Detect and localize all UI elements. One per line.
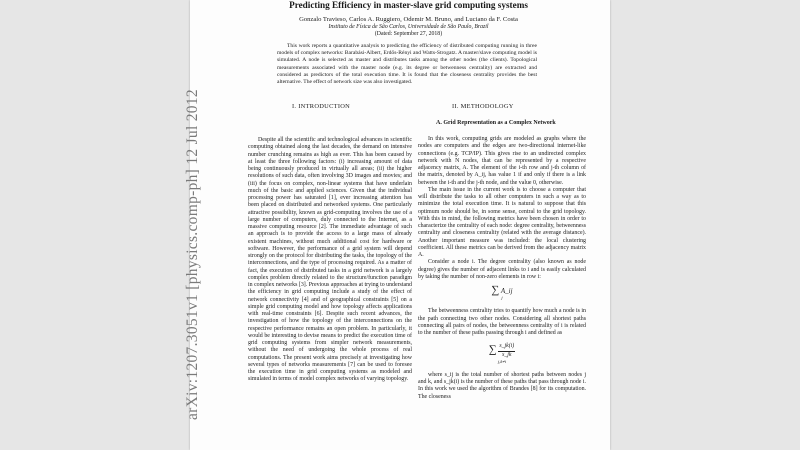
section-heading-methodology: II. METHODOLOGY [452, 103, 514, 110]
degree-equation: ∑ A_ij j [491, 284, 513, 301]
degree-equation-term: A_ij [500, 287, 513, 295]
method-paragraph-3: Consider a node i. The degree centrality (also known as node degree) gives the number of adjacent links to i and is easily calculated by taking the number of non-zero elements in row i: [418, 259, 586, 280]
abstract: This work reports a quantitative analysis to predicting the efficiency of distributed computing running in three models of complex networks: Barabási-Albert, Erdős-Rényi and Watts-Strogatz. A master/slave computing model is simulated. A node is selected as master and distributes tasks among the other nodes (the clients). Topological measurements associated with the master node (e.g. its degree or betwenness centrality) are extracted and considered as predictors of the total execution time. It is found that the closeness centrality provides the best alternative. The effect of network size was also investigated. [277, 43, 537, 86]
betweenness-numerator: s_jk(i) [498, 343, 515, 351]
betweenness-subscript: j,k≠i [497, 358, 507, 364]
paper-title: Predicting Efficiency in master-slave grid computing systems [289, 0, 528, 10]
subsection-heading-grid: A. Grid Representation as a Complex Network [436, 120, 556, 126]
section-heading-introduction: I. INTRODUCTION [292, 103, 351, 110]
method-paragraph-1: In this work, computing grids are modeled as graphs where the nodes are computers and the edges are two-directional internet-like connections (e.g. TCP/IP). This gives rise to an undirected complex network with N nodes, that can be represented by a respective adjacency matrix, A. The element of the i-th row and j-th column of the matrix, denoted by A_ij, has value 1 if and only if there is a link between the i-th and the j-th node, and the value 0, otherwise. [418, 136, 586, 186]
betweenness-denominator: s_jk [502, 351, 512, 358]
left-column [248, 137, 412, 384]
paper-authors: Gonzalo Travieso, Carlos A. Ruggiero, Odemir M. Bruno, and Luciano da F. Costa [299, 16, 518, 23]
method-paragraph-4: The betweenness centrality tries to quantify how much a node is in the path connecting two other nodes. Considering all shortest paths connecting all pairs of nodes, the betweenness centrality of i is related to the number of these paths passing through i and defined as [418, 308, 586, 336]
intro-paragraph: Despite all the scientific and technological advances in scientific computing obtained along the last decades, the demand on intensive number crunching remains as high as ever. This has been caused by at least the three following factors: (i) increasing amount of data being continuously produced in virtually all areas; (ii) the higher resolutions of such data, often involving 3D images and movies; and (iii) the focus on complex, non-linear systems that have underlain much of the basic and applied sciences. Given that the individual processing power has saturated [1], ever increasing attention has been placed on distributed and networked systems. One particularly attractive possibility, known as grid-computing involves the use of a large number of computers, duly connected to the Internet, as a massive computing resource [2]. The immediate advantage of such an approach is to provide the access to a large mass of already existent machines, without much additional cost for hardware or software. However, the performance of a grid system will depend strongly on the protocol for distributing the tasks, the topology of the interconnections, and the type of processing required. As a matter of fact, the execution of distributed tasks in a grid network is a largely complex problem directly related to the structure/function paradigm in complex networks [3]. Previous approaches at trying to understand the efficiency in grid computing include a study of the effect of network connectivity [4] and of geographical constraints [5] on a simple grid computing model and how topology affects applications with real-time constraints [6]. Despite such recent advances, the investigation of how the topology of the interconnections on the respective performance remains an open problem. In particularly, it would be interesting to devise means to predict the execution time of grid computing systems from simpler network measurements, without the need of undergoing the whole process of real computations. The present work aims precisely at investigating how several types of networks measurements [7] can be used to foresee the execution time in grid computing systems as modeled and simulated in terms of model complex networks of varying topology. [248, 137, 412, 383]
method-paragraph-5: where s_ij is the total number of shortest paths between nodes j and k, and s_jk(i) is the number of these paths that pass through node i. In this work we used the algorithm of Brandes [8] for its computation. The closeness [418, 371, 586, 400]
method-paragraph-2: The main issue in the current work is to choose a computer that will distribute the tasks to all other computers in such a way as to minimize the total execution time. It is natural to suppose that this optimum node should be, in some sense, central to the grid topology. With this in mind, the following metrics have been chosen in order to characterize the centrality of each node: degree centrality, betweenness centrality and closeness centrality (related with the average distance). Another important measure was included: the local clustering coefficient. All these metrics can be derived from the adjacency matrix A. [418, 186, 586, 258]
arxiv-stamp-text: arXiv:1207.3051v1 [physics.comp-ph] 12 Jul 2012 [184, 89, 201, 420]
right-column [418, 136, 586, 401]
arxiv-stamp [184, 60, 230, 420]
betweenness-equation: ∑ $\frac{s\_jk(i)}{s\_jk}$ j,k≠i [418, 343, 586, 364]
paper-date: (Dated: September 27, 2018) [374, 31, 443, 37]
paper-affiliation: Instituto de Física de São Carlos, Universidade de São Paulo, Brazil [328, 24, 489, 30]
